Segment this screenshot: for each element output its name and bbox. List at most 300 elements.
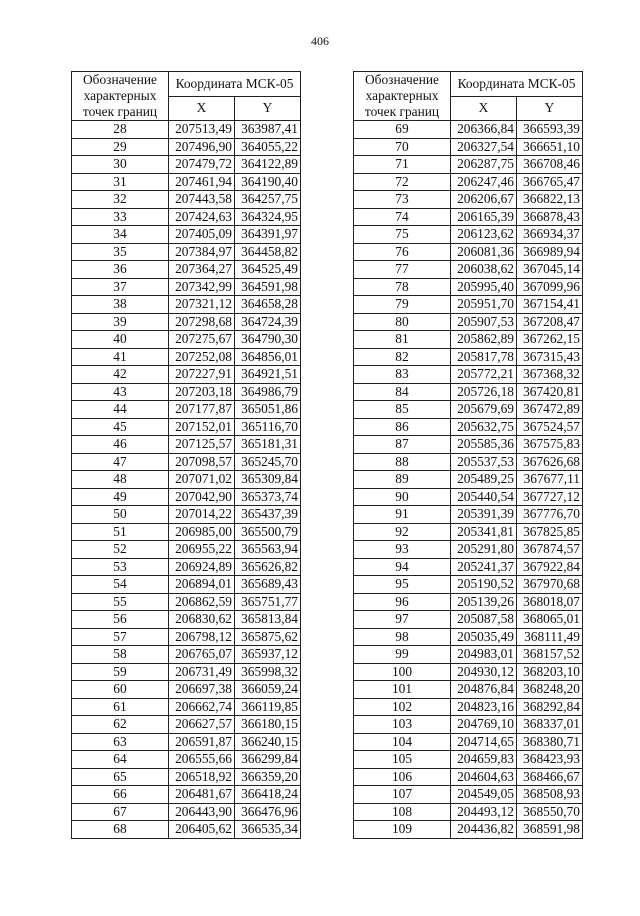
table-row (354, 208, 583, 226)
coord-y: 368018,07 (517, 593, 583, 611)
table-row (72, 261, 301, 279)
point-number: 94 (354, 558, 451, 576)
coord-y: 368157,52 (517, 646, 583, 664)
point-number: 36 (72, 261, 169, 279)
table-row (354, 593, 583, 611)
coord-y: 366878,43 (517, 208, 583, 226)
table-row (354, 681, 583, 699)
coord-x: 205817,78 (451, 348, 517, 366)
table-row (354, 663, 583, 681)
point-number: 41 (72, 348, 169, 366)
coord-y: 366359,20 (235, 768, 301, 786)
coord-x: 205241,37 (451, 558, 517, 576)
coord-y: 365500,79 (235, 523, 301, 541)
coord-y: 367677,11 (517, 471, 583, 489)
table-row (72, 698, 301, 716)
coord-y: 364055,22 (235, 138, 301, 156)
coord-y: 364324,95 (235, 208, 301, 226)
coord-x: 207342,99 (169, 278, 235, 296)
coord-y: 367970,68 (517, 576, 583, 594)
coordinates-table-left (71, 71, 301, 839)
point-number: 55 (72, 593, 169, 611)
table-row (354, 821, 583, 839)
coord-y: 365563,94 (235, 541, 301, 559)
coord-y: 366934,37 (517, 226, 583, 244)
point-number: 29 (72, 138, 169, 156)
coord-y: 365689,43 (235, 576, 301, 594)
point-number: 47 (72, 453, 169, 471)
coord-y: 366418,24 (235, 786, 301, 804)
coord-y: 365245,70 (235, 453, 301, 471)
point-number: 85 (354, 401, 451, 419)
table-row (354, 191, 583, 209)
coord-y: 364921,51 (235, 366, 301, 384)
table-row (354, 541, 583, 559)
coord-y: 363987,41 (235, 121, 301, 139)
coord-x: 206765,07 (169, 646, 235, 664)
point-number: 92 (354, 523, 451, 541)
table-row (354, 296, 583, 314)
header-y: Y (235, 96, 301, 121)
coord-x: 206894,01 (169, 576, 235, 594)
coord-y: 364257,75 (235, 191, 301, 209)
coord-x: 206481,67 (169, 786, 235, 804)
table-row (72, 348, 301, 366)
table-row (72, 401, 301, 419)
coord-y: 364658,28 (235, 296, 301, 314)
coord-x: 206287,75 (451, 156, 517, 174)
coord-x: 205679,69 (451, 401, 517, 419)
coord-x: 206327,54 (451, 138, 517, 156)
table-row (72, 226, 301, 244)
point-number: 88 (354, 453, 451, 471)
coordinates-table-right (353, 71, 583, 839)
point-number: 102 (354, 698, 451, 716)
point-number: 37 (72, 278, 169, 296)
coord-y: 367524,57 (517, 418, 583, 436)
coord-x: 205341,81 (451, 523, 517, 541)
point-number: 81 (354, 331, 451, 349)
table-row (354, 751, 583, 769)
point-number: 91 (354, 506, 451, 524)
coord-y: 366651,10 (517, 138, 583, 156)
coord-y: 367575,83 (517, 436, 583, 454)
coord-x: 205907,53 (451, 313, 517, 331)
coord-y: 366119,85 (235, 698, 301, 716)
point-number: 61 (72, 698, 169, 716)
coord-y: 364122,89 (235, 156, 301, 174)
point-number: 54 (72, 576, 169, 594)
coord-x: 206985,00 (169, 523, 235, 541)
table-row (72, 733, 301, 751)
coord-y: 365937,12 (235, 646, 301, 664)
point-number: 65 (72, 768, 169, 786)
coord-x: 206247,46 (451, 173, 517, 191)
point-number: 58 (72, 646, 169, 664)
point-number: 108 (354, 803, 451, 821)
coord-y: 364458,82 (235, 243, 301, 261)
coord-y: 367315,43 (517, 348, 583, 366)
point-number: 109 (354, 821, 451, 839)
point-number: 33 (72, 208, 169, 226)
table-row (72, 523, 301, 541)
coord-y: 366989,94 (517, 243, 583, 261)
table-row (72, 173, 301, 191)
coord-y: 367472,89 (517, 401, 583, 419)
coord-x: 206405,62 (169, 821, 235, 839)
point-number: 89 (354, 471, 451, 489)
point-number: 97 (354, 611, 451, 629)
point-number: 104 (354, 733, 451, 751)
point-number: 56 (72, 611, 169, 629)
coord-y: 368423,93 (517, 751, 583, 769)
point-number: 43 (72, 383, 169, 401)
coord-x: 204769,10 (451, 716, 517, 734)
coord-y: 367922,84 (517, 558, 583, 576)
point-number: 40 (72, 331, 169, 349)
table-row (72, 418, 301, 436)
point-number: 95 (354, 576, 451, 594)
header-y: Y (517, 96, 583, 121)
table-row (72, 138, 301, 156)
point-number: 84 (354, 383, 451, 401)
coord-y: 368203,10 (517, 663, 583, 681)
coord-y: 368380,71 (517, 733, 583, 751)
coord-y: 366708,46 (517, 156, 583, 174)
coord-y: 367776,70 (517, 506, 583, 524)
table-row (354, 488, 583, 506)
coord-y: 365437,39 (235, 506, 301, 524)
header-point-label: Обозначение характерных точек границ (354, 72, 451, 121)
point-number: 80 (354, 313, 451, 331)
point-number: 76 (354, 243, 451, 261)
coord-y: 368550,70 (517, 803, 583, 821)
point-number: 39 (72, 313, 169, 331)
coord-x: 207042,90 (169, 488, 235, 506)
coord-x: 204930,12 (451, 663, 517, 681)
point-number: 103 (354, 716, 451, 734)
coord-x: 205035,49 (451, 628, 517, 646)
coord-x: 206443,90 (169, 803, 235, 821)
coord-x: 204659,83 (451, 751, 517, 769)
coord-x: 207424,63 (169, 208, 235, 226)
header-point-label: Обозначение характерных точек границ (72, 72, 169, 121)
coord-x: 205585,36 (451, 436, 517, 454)
coord-x: 206366,84 (451, 121, 517, 139)
coord-x: 207177,87 (169, 401, 235, 419)
table-row (354, 121, 583, 139)
coord-y: 367368,32 (517, 366, 583, 384)
point-number: 107 (354, 786, 451, 804)
table-row (72, 663, 301, 681)
point-number: 78 (354, 278, 451, 296)
header-coordinate-system: Координата МСК-05 (451, 72, 583, 97)
coord-x: 207496,90 (169, 138, 235, 156)
coord-y: 367626,68 (517, 453, 583, 471)
page-number: 406 (311, 34, 329, 48)
table-row (354, 768, 583, 786)
table-row (354, 313, 583, 331)
table-row (72, 453, 301, 471)
table-row (354, 506, 583, 524)
coord-y: 366822,13 (517, 191, 583, 209)
coord-x: 205139,26 (451, 593, 517, 611)
coord-y: 368065,01 (517, 611, 583, 629)
table-row (72, 296, 301, 314)
table-row (72, 541, 301, 559)
header-x: X (451, 96, 517, 121)
point-number: 28 (72, 121, 169, 139)
table-row (354, 348, 583, 366)
point-number: 100 (354, 663, 451, 681)
coord-y: 367099,96 (517, 278, 583, 296)
point-number: 34 (72, 226, 169, 244)
point-number: 30 (72, 156, 169, 174)
point-number: 70 (354, 138, 451, 156)
coord-x: 205862,89 (451, 331, 517, 349)
coord-x: 205995,40 (451, 278, 517, 296)
coord-y: 367874,57 (517, 541, 583, 559)
table-row (72, 471, 301, 489)
coord-x: 205632,75 (451, 418, 517, 436)
point-number: 69 (354, 121, 451, 139)
point-number: 50 (72, 506, 169, 524)
coord-x: 204549,05 (451, 786, 517, 804)
table-row (354, 156, 583, 174)
coord-x: 206206,67 (451, 191, 517, 209)
coord-y: 364391,97 (235, 226, 301, 244)
coord-x: 207298,68 (169, 313, 235, 331)
table-row (354, 733, 583, 751)
table-row (72, 628, 301, 646)
coord-x: 206697,38 (169, 681, 235, 699)
table-row (72, 156, 301, 174)
coord-y: 365373,74 (235, 488, 301, 506)
table-row (354, 243, 583, 261)
coord-y: 368466,67 (517, 768, 583, 786)
coord-x: 207443,58 (169, 191, 235, 209)
point-number: 60 (72, 681, 169, 699)
coord-x: 204983,01 (451, 646, 517, 664)
coord-y: 366180,15 (235, 716, 301, 734)
coord-x: 206591,87 (169, 733, 235, 751)
point-number: 67 (72, 803, 169, 821)
coord-x: 207125,57 (169, 436, 235, 454)
coord-x: 206662,74 (169, 698, 235, 716)
point-number: 31 (72, 173, 169, 191)
table-row (354, 716, 583, 734)
table-row (354, 261, 583, 279)
table-row (72, 366, 301, 384)
coord-x: 205537,53 (451, 453, 517, 471)
coord-y: 367045,14 (517, 261, 583, 279)
point-number: 99 (354, 646, 451, 664)
table-row (354, 226, 583, 244)
coord-x: 206830,62 (169, 611, 235, 629)
coord-x: 205951,70 (451, 296, 517, 314)
table-row (354, 558, 583, 576)
coord-x: 207479,72 (169, 156, 235, 174)
coord-y: 365875,62 (235, 628, 301, 646)
coord-x: 206555,66 (169, 751, 235, 769)
coord-y: 365998,32 (235, 663, 301, 681)
table-row (354, 646, 583, 664)
point-number: 77 (354, 261, 451, 279)
coord-y: 365626,82 (235, 558, 301, 576)
point-number: 59 (72, 663, 169, 681)
coord-y: 364790,30 (235, 331, 301, 349)
table-row (72, 191, 301, 209)
coord-y: 367825,85 (517, 523, 583, 541)
table-row (354, 698, 583, 716)
point-number: 71 (354, 156, 451, 174)
table-row (354, 366, 583, 384)
point-number: 62 (72, 716, 169, 734)
point-number: 86 (354, 418, 451, 436)
point-number: 63 (72, 733, 169, 751)
coord-x: 207227,91 (169, 366, 235, 384)
point-number: 44 (72, 401, 169, 419)
table-body-right (354, 121, 583, 839)
coord-x: 206731,49 (169, 663, 235, 681)
coord-y: 368292,84 (517, 698, 583, 716)
table-row (72, 243, 301, 261)
table-body-left (72, 121, 301, 839)
coord-x: 206862,59 (169, 593, 235, 611)
table-row (354, 138, 583, 156)
coord-x: 204493,12 (451, 803, 517, 821)
coord-y: 366476,96 (235, 803, 301, 821)
coord-x: 204823,16 (451, 698, 517, 716)
coord-y: 368508,93 (517, 786, 583, 804)
coord-y: 365051,86 (235, 401, 301, 419)
coord-y: 366535,34 (235, 821, 301, 839)
coord-x: 207321,12 (169, 296, 235, 314)
coord-x: 207252,08 (169, 348, 235, 366)
table-row (72, 768, 301, 786)
table-row (72, 278, 301, 296)
coord-y: 365116,70 (235, 418, 301, 436)
coord-x: 205772,21 (451, 366, 517, 384)
point-number: 32 (72, 191, 169, 209)
table-row (72, 593, 301, 611)
coord-y: 368591,98 (517, 821, 583, 839)
point-number: 57 (72, 628, 169, 646)
point-number: 75 (354, 226, 451, 244)
table-row (72, 331, 301, 349)
coord-x: 204436,82 (451, 821, 517, 839)
coord-x: 205291,80 (451, 541, 517, 559)
coord-x: 207364,27 (169, 261, 235, 279)
coord-y: 367154,41 (517, 296, 583, 314)
point-number: 73 (354, 191, 451, 209)
coord-x: 207275,67 (169, 331, 235, 349)
table-row (354, 436, 583, 454)
coord-x: 207071,02 (169, 471, 235, 489)
table-row (72, 558, 301, 576)
coord-x: 207203,18 (169, 383, 235, 401)
coord-y: 364986,79 (235, 383, 301, 401)
coord-x: 206165,39 (451, 208, 517, 226)
point-number: 51 (72, 523, 169, 541)
point-number: 83 (354, 366, 451, 384)
table-row (354, 453, 583, 471)
table-row (72, 121, 301, 139)
coord-x: 205087,58 (451, 611, 517, 629)
coord-x: 206955,22 (169, 541, 235, 559)
coord-y: 367262,15 (517, 331, 583, 349)
point-number: 68 (72, 821, 169, 839)
coord-y: 364591,98 (235, 278, 301, 296)
point-number: 87 (354, 436, 451, 454)
point-number: 79 (354, 296, 451, 314)
table-row (72, 208, 301, 226)
coord-x: 204714,65 (451, 733, 517, 751)
coord-x: 206038,62 (451, 261, 517, 279)
table-row (354, 383, 583, 401)
coord-y: 368111,49 (517, 628, 583, 646)
table-row (72, 611, 301, 629)
table-row (354, 786, 583, 804)
coord-x: 206518,92 (169, 768, 235, 786)
point-number: 74 (354, 208, 451, 226)
table-row (72, 646, 301, 664)
table-row (72, 751, 301, 769)
coord-x: 205391,39 (451, 506, 517, 524)
coord-y: 367420,81 (517, 383, 583, 401)
table-row (354, 628, 583, 646)
table-row (354, 401, 583, 419)
point-number: 64 (72, 751, 169, 769)
coord-y: 364724,39 (235, 313, 301, 331)
table-row (72, 488, 301, 506)
coord-y: 365751,77 (235, 593, 301, 611)
header-x: X (169, 96, 235, 121)
coord-y: 366593,39 (517, 121, 583, 139)
header-coordinate-system: Координата МСК-05 (169, 72, 301, 97)
coord-x: 204604,63 (451, 768, 517, 786)
table-row (72, 506, 301, 524)
table-row (354, 611, 583, 629)
point-number: 90 (354, 488, 451, 506)
table-row (72, 803, 301, 821)
table-row (354, 576, 583, 594)
point-number: 48 (72, 471, 169, 489)
point-number: 35 (72, 243, 169, 261)
point-number: 53 (72, 558, 169, 576)
table-row (72, 681, 301, 699)
coord-x: 205440,54 (451, 488, 517, 506)
coord-x: 205489,25 (451, 471, 517, 489)
point-number: 52 (72, 541, 169, 559)
coord-x: 206081,36 (451, 243, 517, 261)
coord-x: 206924,89 (169, 558, 235, 576)
point-number: 46 (72, 436, 169, 454)
point-number: 49 (72, 488, 169, 506)
coord-x: 207513,49 (169, 121, 235, 139)
point-number: 105 (354, 751, 451, 769)
coord-x: 207461,94 (169, 173, 235, 191)
table-row (72, 821, 301, 839)
point-number: 98 (354, 628, 451, 646)
table-row (354, 331, 583, 349)
table-row (354, 173, 583, 191)
coord-y: 364856,01 (235, 348, 301, 366)
table-row (354, 803, 583, 821)
point-number: 106 (354, 768, 451, 786)
coord-x: 206627,57 (169, 716, 235, 734)
coord-x: 205726,18 (451, 383, 517, 401)
